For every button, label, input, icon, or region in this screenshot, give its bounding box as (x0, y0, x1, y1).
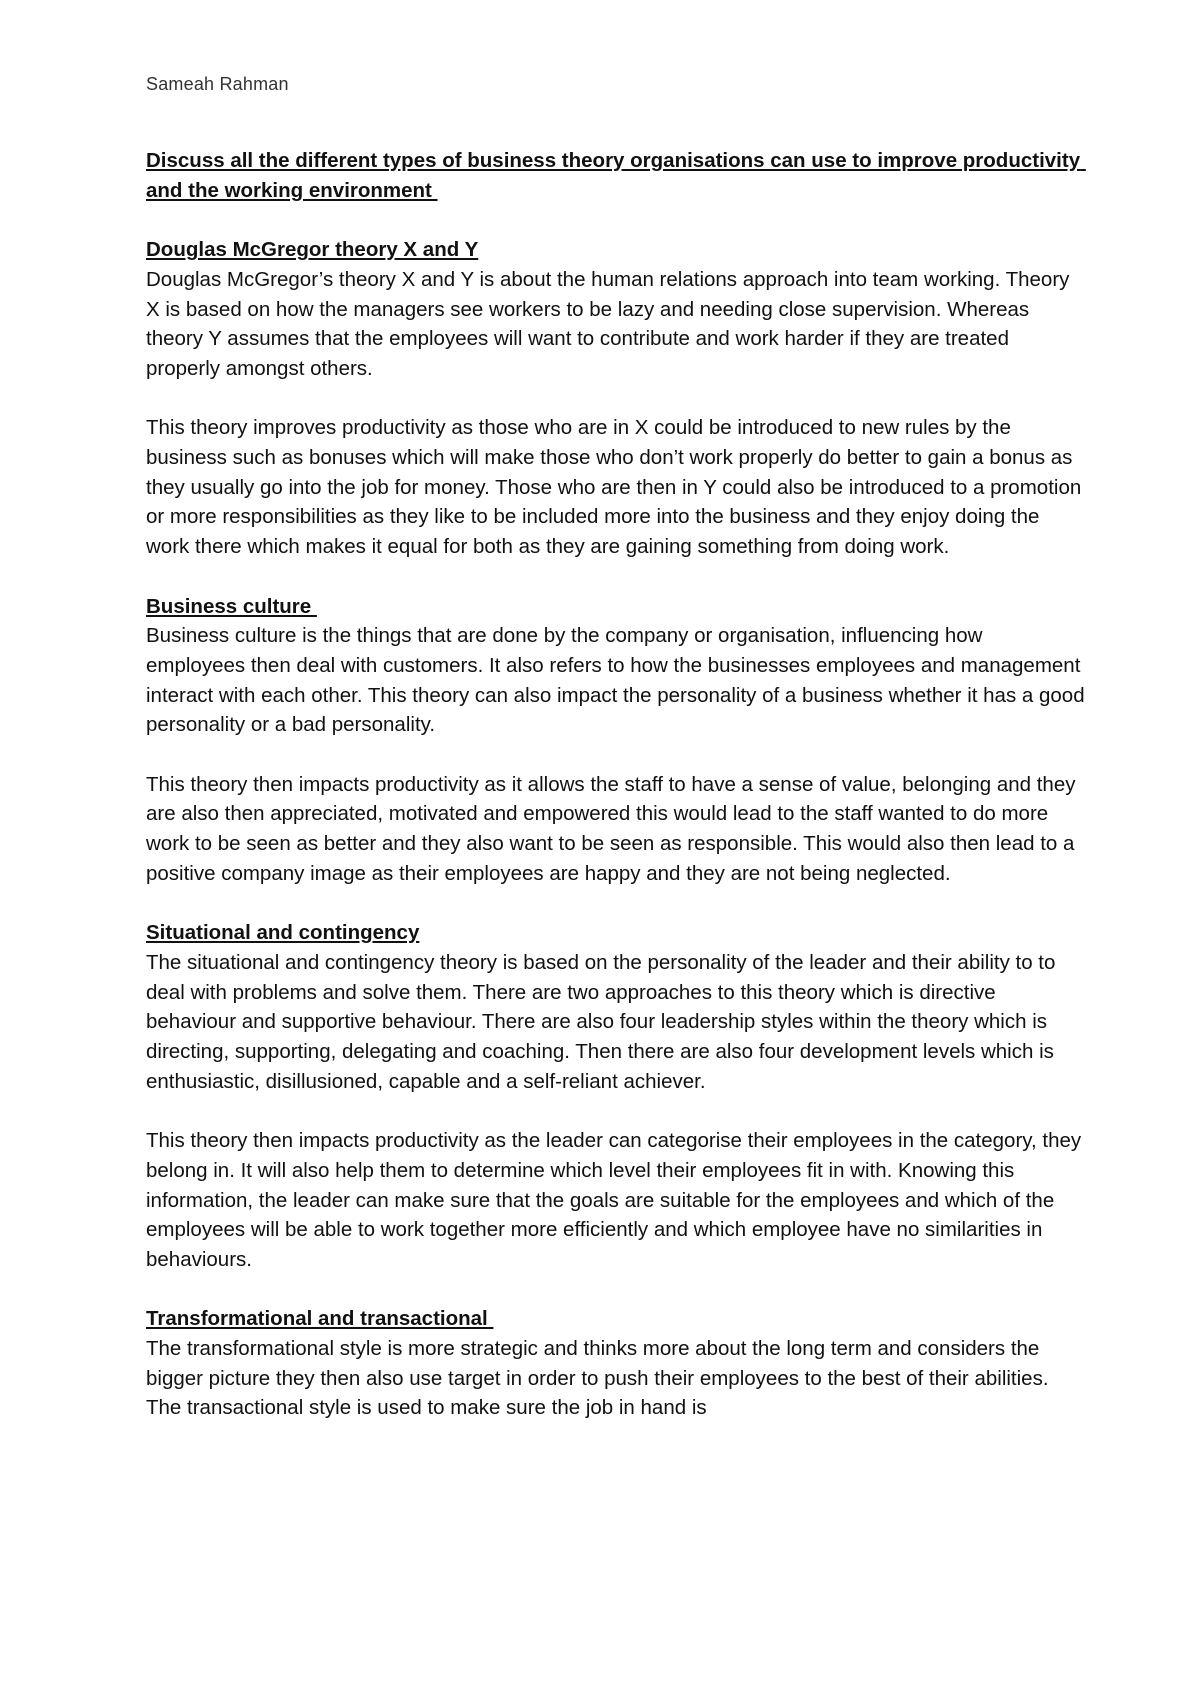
paragraph: Business culture is the things that are done by the company or organisation, influencing how employees then deal with customers. It also refers to how the businesses employees and management interact with each other. This theory can also impact the personality of a business whether it has a good personality or a bad personality. (146, 624, 1085, 737)
author-name: Sameah Rahman (146, 74, 289, 94)
paragraph: The transformational style is more strategic and thinks more about the long term and considers the bigger picture they then also use target in order to push their employees to the best of their abilities. The transactional style is used to make sure the job in hand is (146, 1337, 1049, 1420)
paragraph: This theory then impacts productivity as the leader can categorise their employees in the category, they belong in. It will also help them to determine which level their employees fit in with. Knowing this information, the leader can make sure that the goals are suitable for the employees and which of the employees will be able to work together more efficiently and which employee have no similarities in behaviours. (146, 1129, 1082, 1271)
section-heading: Douglas McGregor theory X and Y (146, 238, 479, 262)
section-heading: Transformational and transactional (146, 1307, 494, 1331)
paragraph: This theory improves productivity as those who are in X could be introduced to new rules by the business such as bonuses which will make those who don’t work properly do better to gain a bonus as they usually go into the job for money. Those who are then in Y could also be introduced to a promotion or more responsibilities as they like to be included more into the business and they enjoy doing the work there which makes it equal for both as they are gaining something from doing work. (146, 416, 1082, 559)
paragraph: Douglas McGregor’s theory X and Y is about the human relations approach into team working. Theory X is based on how the managers see workers to be lazy and needing close supervision. Whereas theory Y assumes that the employees will want to contribute and work harder if they are treated properly amongst others. (146, 267, 1070, 380)
paragraph: The situational and contingency theory is based on the personality of the leader and their ability to to deal with problems and solve them. There are two approaches to this theory which is directive behaviour and supportive behaviour. There are also four leadership styles within the theory which is directing, supporting, delegating and coaching. Then there are also four development levels which is enthusiastic, disillusioned, capable and a self-reliant achiever. (146, 950, 1056, 1093)
paragraph: This theory then impacts productivity as it allows the staff to have a sense of value, belonging and they are also then appreciated, motivated and empowered this would lead to the staff wanted to do more work to be seen as better and they also want to be seen as responsible. This would also then lead to a positive company image as their employees are happy and they are not being neglected. (146, 772, 1076, 885)
section-transformational (146, 1304, 1086, 1423)
section-heading: Business culture (146, 594, 317, 618)
section-mcgregor (146, 235, 1086, 562)
document-body (146, 146, 1086, 1453)
document-title: Discuss all the different types of business theory organisations can use to improve productivity and the working environment (146, 149, 1086, 202)
section-business-culture (146, 592, 1086, 889)
section-heading: Situational and contingency (146, 921, 420, 945)
section-situational (146, 918, 1086, 1274)
